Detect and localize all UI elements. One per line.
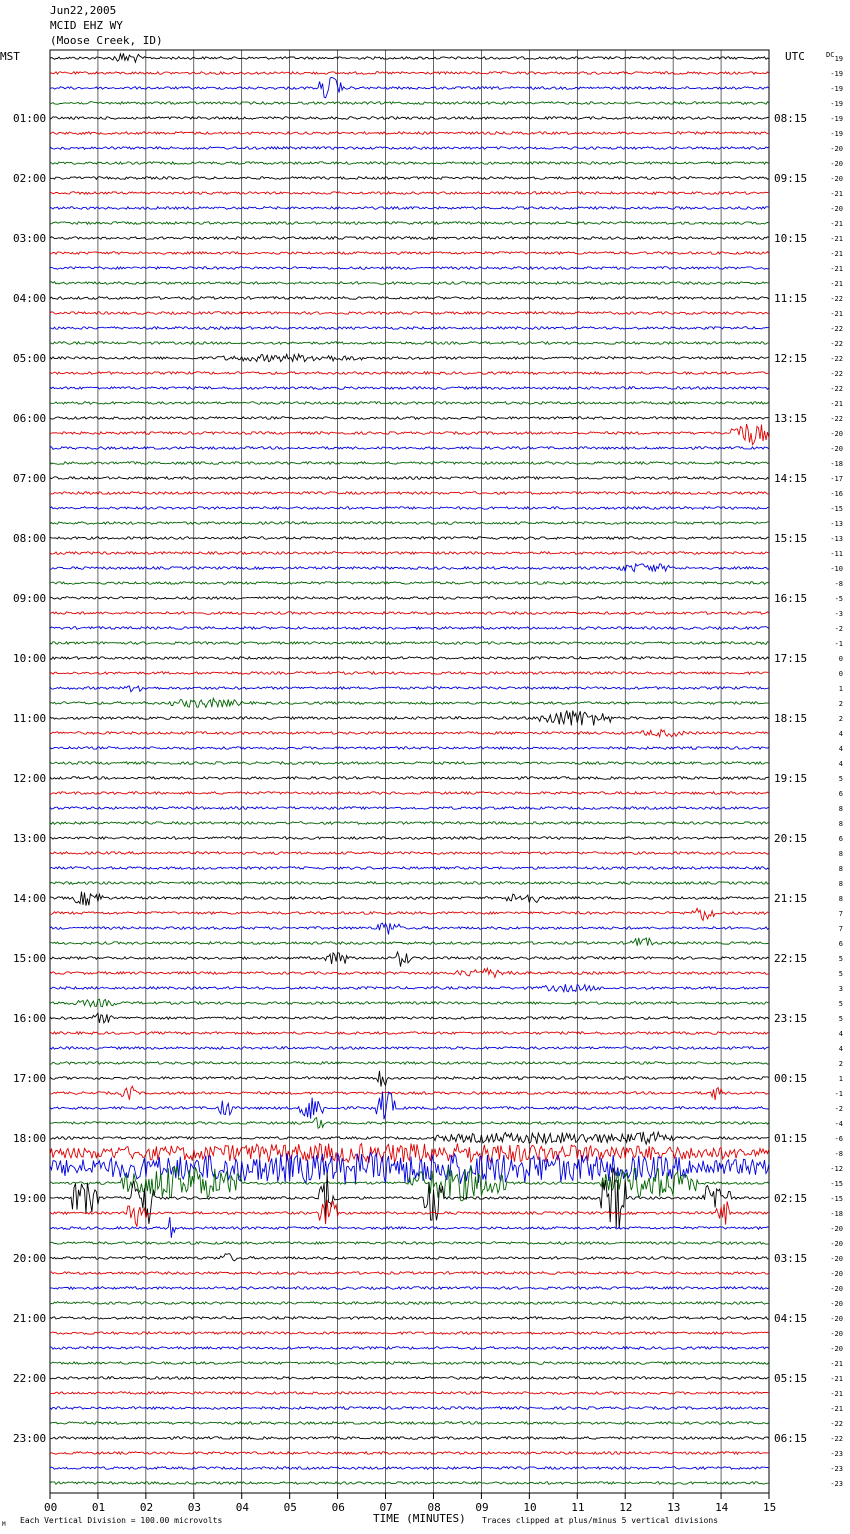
trace-row <box>50 492 769 495</box>
dc-offset-label: 4 <box>838 1045 843 1053</box>
trace-row <box>50 222 769 225</box>
trace-row <box>50 342 769 345</box>
dc-offset-label: -20 <box>830 145 843 153</box>
x-tick-label: 12 <box>619 1501 633 1514</box>
dc-offset-label: -8 <box>834 1150 843 1158</box>
dc-offset-label: 1 <box>838 685 843 693</box>
mst-hour-label: 07:00 <box>13 472 47 485</box>
trace-row <box>50 1132 769 1144</box>
dc-offset-label: -19 <box>830 130 843 138</box>
dc-offset-label: -17 <box>830 475 843 483</box>
dc-offset-label: -21 <box>830 280 843 288</box>
dc-offset-label: -8 <box>834 580 843 588</box>
dc-offset-label: 1 <box>838 1075 843 1083</box>
trace-row <box>50 747 769 750</box>
trace-row <box>50 698 769 707</box>
dc-offset-label: 6 <box>838 790 843 798</box>
dc-offset-label: -22 <box>830 295 843 303</box>
utc-hour-label: 00:15 <box>774 1072 808 1085</box>
dc-offset-label: -23 <box>830 1480 843 1488</box>
trace-row <box>50 537 769 540</box>
trace-row <box>50 1118 769 1129</box>
utc-hour-label: 02:15 <box>774 1192 808 1205</box>
trace-row <box>50 1086 769 1100</box>
mst-hour-label: 08:00 <box>13 532 47 545</box>
trace-row <box>50 522 769 525</box>
dc-offset-label: -20 <box>830 1315 843 1323</box>
dc-label: DC <box>826 51 835 59</box>
trace-row <box>50 1392 769 1395</box>
dc-offset-label: -19 <box>830 85 843 93</box>
trace-row <box>50 192 769 195</box>
utc-hour-label: 11:15 <box>774 292 808 305</box>
mst-hour-label: 04:00 <box>13 292 47 305</box>
utc-hour-label: 09:15 <box>774 172 808 185</box>
mst-hour-label: 09:00 <box>13 592 47 605</box>
dc-offset-label: -21 <box>830 265 843 273</box>
dc-offset-label: -15 <box>830 1195 843 1203</box>
trace-row <box>50 53 769 62</box>
x-tick-label: 15 <box>763 1501 777 1514</box>
trace-row <box>50 1092 769 1120</box>
dc-offset-label: 7 <box>838 910 843 918</box>
trace-row <box>50 627 769 630</box>
dc-offset-label: 6 <box>838 940 843 948</box>
dc-offset-label: -5 <box>834 595 843 603</box>
dc-offset-label: -20 <box>830 175 843 183</box>
trace-row <box>50 77 769 97</box>
dc-offset-label: -19 <box>830 115 843 123</box>
clip-note: Traces clipped at plus/minus 5 vertical divisions <box>482 1516 719 1525</box>
dc-offset-label: 8 <box>838 865 843 873</box>
trace-row <box>50 1362 769 1365</box>
trace-row <box>50 1422 769 1425</box>
mst-hour-label: 19:00 <box>13 1192 47 1205</box>
utc-hour-label: 01:15 <box>774 1132 808 1145</box>
mst-label: MST <box>0 50 20 63</box>
utc-hour-label: 17:15 <box>774 652 808 665</box>
dc-offset-label: -22 <box>830 385 843 393</box>
chart-date: Jun22,2005 <box>50 4 117 17</box>
trace-row <box>50 102 769 105</box>
trace-row <box>50 923 769 934</box>
utc-hour-label: 18:15 <box>774 712 808 725</box>
trace-row <box>50 1467 769 1470</box>
trace-row <box>50 312 769 315</box>
trace-row <box>50 132 769 135</box>
trace-row <box>50 447 769 450</box>
dc-offset-label: -19 <box>830 70 843 78</box>
dc-offset-label: 0 <box>838 670 843 678</box>
dc-offset-label: -20 <box>830 1240 843 1248</box>
mst-hour-label: 22:00 <box>13 1372 47 1385</box>
trace-row <box>50 882 769 885</box>
dc-offset-label: 2 <box>838 1060 843 1068</box>
mst-hour-label: 02:00 <box>13 172 47 185</box>
dc-offset-label: -21 <box>830 250 843 258</box>
dc-offset-label: -18 <box>830 460 843 468</box>
trace-row <box>50 477 769 480</box>
dc-offset-label: -15 <box>830 1180 843 1188</box>
trace-row <box>50 1317 769 1320</box>
mst-hour-label: 15:00 <box>13 952 47 965</box>
trace-row <box>50 1407 769 1410</box>
trace-row <box>50 282 769 285</box>
dc-offset-label: -23 <box>830 1450 843 1458</box>
trace-row <box>50 267 769 270</box>
dc-offset-label: -18 <box>830 1210 843 1218</box>
trace-row <box>50 1217 769 1238</box>
trace-row <box>50 867 769 870</box>
x-axis-title: TIME (MINUTES) <box>373 1512 466 1525</box>
dc-offset-label: 5 <box>838 970 843 978</box>
trace-row <box>50 730 769 737</box>
dc-offset-label: -21 <box>830 220 843 228</box>
trace-row <box>50 1272 769 1275</box>
x-tick-label: 07 <box>379 1501 393 1514</box>
dc-offset-label: -21 <box>830 1375 843 1383</box>
x-tick-label: 03 <box>187 1501 202 1514</box>
dc-offset-label: -3 <box>834 610 843 618</box>
trace-row <box>50 252 769 255</box>
dc-offset-label: -22 <box>830 325 843 333</box>
x-tick-label: 11 <box>571 1501 585 1514</box>
trace-row <box>50 597 769 600</box>
dc-offset-label: 8 <box>838 895 843 903</box>
dc-offset-label: 8 <box>838 850 843 858</box>
dc-offset-label: 8 <box>838 880 843 888</box>
dc-offset-label: -22 <box>830 415 843 423</box>
utc-hour-label: 03:15 <box>774 1252 808 1265</box>
dc-offset-label: 2 <box>838 715 843 723</box>
utc-label: UTC <box>785 50 805 63</box>
trace-row <box>50 424 769 445</box>
dc-offset-label: -20 <box>830 1300 843 1308</box>
dc-offset-label: -20 <box>830 160 843 168</box>
utc-hour-label: 22:15 <box>774 952 808 965</box>
trace-row <box>50 792 769 795</box>
x-tick-label: 09 <box>475 1501 489 1514</box>
dc-offset-label: -21 <box>830 190 843 198</box>
dc-offset-label: -20 <box>830 1270 843 1278</box>
dc-offset-label: 5 <box>838 1015 843 1023</box>
trace-row <box>50 177 769 180</box>
trace-row <box>50 642 769 645</box>
dc-offset-label: -21 <box>830 235 843 243</box>
dc-offset-label: -13 <box>830 535 843 543</box>
trace-row <box>50 207 769 210</box>
dc-offset-label: -20 <box>830 205 843 213</box>
dc-offset-label: -22 <box>830 1435 843 1443</box>
trace-row <box>50 1062 769 1065</box>
dc-offset-label: -1 <box>834 1090 843 1098</box>
trace-row <box>50 1200 769 1227</box>
x-tick-label: 14 <box>715 1501 729 1514</box>
mst-hour-label: 23:00 <box>13 1432 47 1445</box>
dc-offset-label: 5 <box>838 1000 843 1008</box>
trace-row <box>50 686 769 692</box>
utc-hour-label: 04:15 <box>774 1312 808 1325</box>
dc-offset-label: -23 <box>830 1465 843 1473</box>
dc-offset-label: 4 <box>838 1030 843 1038</box>
utc-hour-label: 20:15 <box>774 832 808 845</box>
x-tick-label: 10 <box>523 1501 537 1514</box>
trace-row <box>50 402 769 405</box>
trace-row <box>50 999 769 1007</box>
utc-hour-label: 08:15 <box>774 112 808 125</box>
utc-hour-label: 19:15 <box>774 772 808 785</box>
x-tick-label: 00 <box>44 1501 58 1514</box>
trace-row <box>50 387 769 390</box>
mst-hour-label: 16:00 <box>13 1012 47 1025</box>
trace-row <box>50 968 769 977</box>
trace-row <box>50 72 769 75</box>
mst-hour-label: 17:00 <box>13 1072 47 1085</box>
trace-row <box>50 462 769 465</box>
trace-row <box>50 1302 769 1305</box>
dc-offset-label: 4 <box>838 745 843 753</box>
dc-offset-label: 4 <box>838 760 843 768</box>
trace-row <box>50 807 769 810</box>
trace-row <box>50 582 769 585</box>
x-tick-label: 06 <box>331 1501 345 1514</box>
trace-row <box>50 952 769 967</box>
dc-offset-label: -19 <box>830 100 843 108</box>
x-tick-label: 05 <box>283 1501 297 1514</box>
dc-offset-label: -20 <box>830 1345 843 1353</box>
trace-row <box>50 1242 769 1245</box>
utc-hour-label: 06:15 <box>774 1432 808 1445</box>
trace-row <box>50 822 769 825</box>
trace-row <box>50 417 769 420</box>
station-location: (Moose Creek, ID) <box>50 34 163 47</box>
trace-row <box>50 1013 769 1023</box>
mst-hour-label: 10:00 <box>13 652 47 665</box>
x-tick-label: 04 <box>235 1501 249 1514</box>
utc-hour-label: 05:15 <box>774 1372 808 1385</box>
trace-row <box>50 1254 769 1261</box>
trace-row <box>50 1071 769 1087</box>
mst-hour-label: 20:00 <box>13 1252 47 1265</box>
utc-hour-label: 23:15 <box>774 1012 808 1025</box>
trace-row <box>50 162 769 165</box>
trace-row <box>50 552 769 555</box>
utc-hour-label: 12:15 <box>774 352 808 365</box>
mst-hour-label: 01:00 <box>13 112 47 125</box>
dc-offset-label: 6 <box>838 835 843 843</box>
scale-note: Each Vertical Division = 100.00 microvolts <box>20 1516 223 1525</box>
trace-row <box>50 1437 769 1440</box>
dc-offset-label: 5 <box>838 775 843 783</box>
trace-row <box>50 237 769 240</box>
trace-row <box>50 297 769 300</box>
trace-row <box>50 1032 769 1035</box>
dc-offset-label: -20 <box>830 1255 843 1263</box>
utc-hour-label: 16:15 <box>774 592 808 605</box>
dc-offset-label: -21 <box>830 1390 843 1398</box>
dc-offset-label: -21 <box>830 400 843 408</box>
mst-hour-label: 14:00 <box>13 892 47 905</box>
dc-offset-label: -6 <box>834 1135 843 1143</box>
trace-row <box>50 711 769 726</box>
dc-offset-label: 7 <box>838 925 843 933</box>
dc-offset-label: -11 <box>830 550 843 558</box>
trace-row <box>50 908 769 920</box>
dc-offset-label: -21 <box>830 310 843 318</box>
dc-offset-label: -16 <box>830 490 843 498</box>
trace-row <box>50 1347 769 1350</box>
dc-offset-label: -15 <box>830 505 843 513</box>
dc-offset-label: -21 <box>830 1405 843 1413</box>
mst-hour-label: 06:00 <box>13 412 47 425</box>
dc-offset-label: -22 <box>830 355 843 363</box>
trace-row <box>50 938 769 946</box>
trace-group <box>50 53 769 1484</box>
trace-row <box>50 147 769 150</box>
corner-mark: M <box>2 1521 6 1528</box>
trace-row <box>50 762 769 765</box>
dc-offset-label: 4 <box>838 730 843 738</box>
utc-hour-label: 14:15 <box>774 472 808 485</box>
dc-offset-label: -20 <box>830 1285 843 1293</box>
dc-offset-label: -20 <box>830 1225 843 1233</box>
trace-row <box>50 564 769 572</box>
mst-hour-label: 21:00 <box>13 1312 47 1325</box>
dc-offset-label: 8 <box>838 805 843 813</box>
dc-offset-label: -20 <box>830 1330 843 1338</box>
trace-row <box>50 1047 769 1050</box>
utc-hour-label: 13:15 <box>774 412 808 425</box>
dc-offset-label: 2 <box>838 700 843 708</box>
dc-offset-label: -2 <box>834 625 843 633</box>
dc-offset-label: 19 <box>834 55 843 63</box>
utc-hour-label: 10:15 <box>774 232 808 245</box>
trace-row <box>50 354 769 362</box>
mst-hour-label: 12:00 <box>13 772 47 785</box>
dc-offset-label: -22 <box>830 340 843 348</box>
trace-row <box>50 372 769 375</box>
dc-offset-label: 5 <box>838 955 843 963</box>
trace-row <box>50 327 769 330</box>
trace-row <box>50 1482 769 1485</box>
mst-hour-label: 05:00 <box>13 352 47 365</box>
dc-offset-label: -13 <box>830 520 843 528</box>
trace-row <box>50 852 769 855</box>
dc-offset-label: -12 <box>830 1165 843 1173</box>
trace-row <box>50 657 769 660</box>
station-code: MCID EHZ WY <box>50 19 123 32</box>
mst-hour-label: 13:00 <box>13 832 47 845</box>
trace-row <box>50 777 769 780</box>
dc-offset-label: -2 <box>834 1105 843 1113</box>
trace-row <box>50 1377 769 1380</box>
trace-row <box>50 1332 769 1335</box>
label-group <box>0 50 843 1528</box>
dc-offset-label: 3 <box>838 985 843 993</box>
dc-offset-label: -20 <box>830 445 843 453</box>
trace-row <box>50 892 769 906</box>
trace-row <box>50 1452 769 1455</box>
dc-offset-label: -1 <box>834 640 843 648</box>
dc-offset-label: 8 <box>838 820 843 828</box>
trace-row <box>50 507 769 510</box>
x-tick-label: 01 <box>91 1501 106 1514</box>
x-tick-label: 13 <box>667 1501 681 1514</box>
trace-row <box>50 837 769 840</box>
trace-row <box>50 117 769 120</box>
dc-offset-label: -22 <box>830 1420 843 1428</box>
dc-offset-label: -10 <box>830 565 843 573</box>
trace-row <box>50 672 769 675</box>
dc-offset-label: -21 <box>830 1360 843 1368</box>
utc-hour-label: 21:15 <box>774 892 808 905</box>
dc-offset-label: -4 <box>834 1120 843 1128</box>
mst-hour-label: 18:00 <box>13 1132 47 1145</box>
utc-hour-label: 15:15 <box>774 532 808 545</box>
trace-row <box>50 1287 769 1290</box>
trace-row <box>50 612 769 615</box>
mst-hour-label: 03:00 <box>13 232 47 245</box>
trace-row <box>50 984 769 992</box>
dc-offset-label: -22 <box>830 370 843 378</box>
x-tick-label: 08 <box>427 1501 441 1514</box>
mst-hour-label: 11:00 <box>13 712 47 725</box>
dc-offset-label: 0 <box>838 655 843 663</box>
dc-offset-label: -20 <box>830 430 843 438</box>
trace-row <box>50 1166 769 1201</box>
x-tick-label: 02 <box>139 1501 154 1514</box>
